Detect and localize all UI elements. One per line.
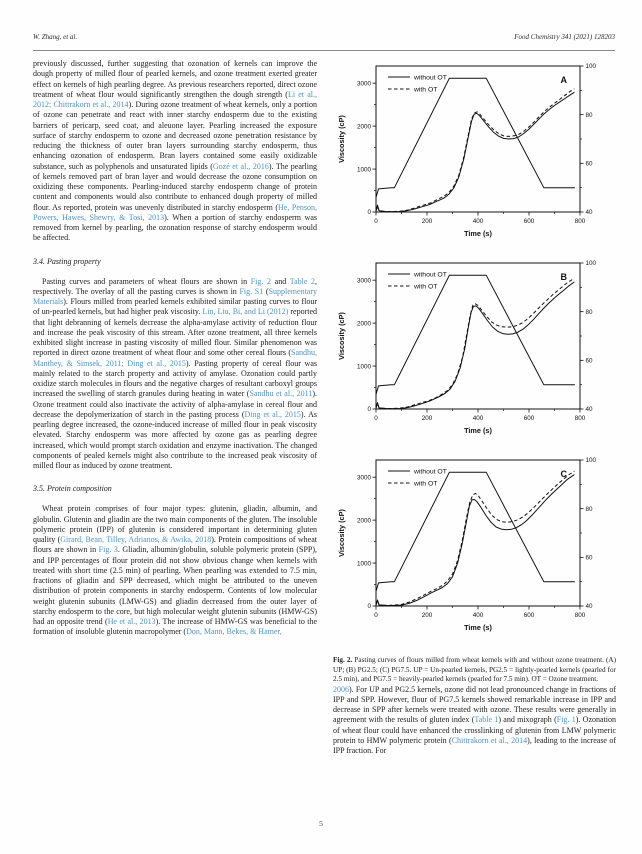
y-right-tick-label: 100 [585, 63, 597, 71]
page-header [33, 33, 615, 41]
series-temperature-profile [376, 78, 575, 197]
x-axis-title: Time (s) [464, 426, 492, 435]
citation-link[interactable]: Ding et al., 2015 [244, 409, 301, 419]
y-right-tick-label: 80 [585, 505, 593, 513]
y-right-tick-label: 100 [585, 457, 597, 465]
y-left-tick-label: 0 [367, 406, 371, 414]
x-tick-label: 400 [472, 415, 484, 422]
y-left-tick-label: 2000 [356, 320, 371, 328]
text-run: ). Protein compositions of wheat flours are shown in [33, 535, 317, 555]
x-tick-label: 600 [523, 218, 535, 225]
panel-label: C [560, 469, 567, 479]
text-run: ). Ozone treatment could also inactivate the activity of alpha-amylase in cereal flour and decrease the depolymerization of starch in the pasting process ( [33, 389, 317, 419]
citation-link[interactable]: Gozé et al., 2016 [212, 161, 269, 171]
text-run: previously discussed, further suggesting that ozonation of kernels can improve the dough property of milled flour of pearled kernels, and ozone treatment exerted greater effect on kernels of high pearling degree. As previous researchers reported, direct ozone treatment of wheat flour would significantly strengthen the dough strength ( [33, 59, 317, 99]
text-run: ). The pearling of kernels removed part of bran layer and would decrease the ozone consumption on oxidizing these components. Pearling-induced starchy endosperm change of protein content and components would also contribute to enhanced dough property of milled flour. As reported, protein was unevenly distributed in starchy endosperm ( [33, 161, 317, 212]
y-right-tick-label: 40 [585, 603, 593, 611]
y-left-tick-label: 1000 [356, 166, 371, 174]
citation-link[interactable]: Fig. S1 [239, 286, 264, 296]
chart-svg-C [333, 453, 616, 650]
text-run: Pasting curves of flours milled from wheat kernels with and without ozone treatment. (A) UP; (B) PG2.5; (C) PG7.5. UP = Un-pearled kernels, PG2.5 = lightly-pearled kernels (pearled for 2.5 min), and PG7.5 = heavily-pearled kernels (pearled for 7.5 min). OT = Ozone treatment. [333, 656, 616, 683]
text-run: Pasting curves and parameters of wheat flours are shown in [42, 276, 251, 286]
x-tick-label: 0 [374, 415, 378, 422]
text-run: ). Flours milled from pearled kernels exhibited similar pasting curves to flour of un-pearled kernels, but had higher peak viscosity. [33, 297, 317, 317]
running-authors: W. Zhang, et al. [33, 33, 78, 41]
y-left-tick-label: 3000 [356, 80, 371, 88]
y-axis-title: Viscosity (cP) [337, 312, 346, 360]
x-axis-title: Time (s) [464, 229, 492, 238]
legend-label: with OT [414, 283, 438, 291]
citation-link[interactable]: 2006 [333, 684, 349, 694]
y-right-tick-label: 40 [585, 209, 593, 217]
pasting-chart-A [333, 59, 616, 256]
text-run: ). The increase of HMW-GS was beneficial to the formation of insoluble glutenin macropolymer ( [33, 617, 318, 637]
left-column [33, 59, 317, 756]
y-right-tick-label: 60 [585, 554, 593, 562]
y-left-tick-label: 0 [367, 603, 371, 611]
pasting-chart-C [333, 453, 616, 650]
x-tick-label: 200 [421, 612, 433, 619]
y-left-tick-label: 2000 [356, 123, 371, 131]
two-column-content [33, 59, 616, 756]
series-with-OT [376, 89, 574, 212]
text-run: ) and mixograph ( [498, 715, 557, 725]
series-with-OT [376, 279, 574, 409]
citation-link[interactable]: Table 1 [474, 715, 499, 725]
plot-frame [376, 263, 580, 409]
citation-link[interactable]: Fig. 3 [98, 545, 118, 555]
x-tick-label: 0 [374, 612, 378, 619]
text-run: ). As pearling degree increased, the ozone-induced increase of milled flour in peak viscosity elevated. Starchy endosperm was more affected by ozone gas as pearling degree increased, which would prompt starch oxidation and enzyme inactivation. The changed components of pealed kernels might also contribute to the increased peak viscosity of milled flour as induced by ozone treatment. [33, 409, 317, 470]
citation-link[interactable]: Table 2 [289, 276, 316, 286]
plot-frame [376, 66, 580, 212]
paragraph-discussion [33, 59, 317, 244]
y-right-tick-label: 60 [585, 160, 593, 168]
y-right-tick-label: 40 [585, 406, 593, 414]
pasting-chart-B [333, 256, 616, 453]
series-with-OT [376, 471, 574, 605]
y-right-tick-label: 80 [585, 308, 593, 316]
citation-link[interactable]: He, Penson, Powers, Hawes, Shewry, & Tosi, 2013 [33, 202, 317, 222]
header-rule [33, 50, 615, 51]
text-run: ( [263, 286, 269, 296]
x-tick-label: 800 [574, 415, 586, 422]
chart-svg-A [333, 59, 616, 256]
citation-link[interactable]: Supplementary Materials [33, 286, 318, 306]
legend-label: without OT [414, 271, 447, 279]
text-run: ). When a portion of starchy endosperm was removed from kernel by pearling, the ozonation response of starchy endosperm would be affected. [33, 212, 317, 243]
y-left-tick-label: 1000 [356, 363, 371, 371]
paragraph-protein-continued [333, 685, 616, 757]
x-tick-label: 400 [472, 612, 484, 619]
y-left-tick-label: 0 [367, 209, 371, 217]
series-temperature-profile [376, 472, 575, 591]
citation-link[interactable]: Lin, Liu, Bi, and Li (2012) [202, 307, 289, 317]
x-tick-label: 600 [523, 612, 535, 619]
x-tick-label: 800 [574, 218, 586, 225]
x-tick-label: 800 [574, 612, 586, 619]
legend-label: with OT [414, 86, 438, 94]
citation-link[interactable]: Fig. 1 [556, 715, 576, 725]
x-tick-label: 600 [523, 415, 535, 422]
series-without-OT [376, 475, 574, 606]
text-run: ). During ozone treatment of wheat kernels, only a portion of ozone can penetrate and react with inner starchy endosperm due to the existing barriers of pericarp, seed coat, and aleuone layer. Pearling increased the exposure surface of starchy endosperm to ozone and decreased ozone penetration resistance by reducing the thickness of outer bran layers surrounding starchy endosperm, thus enhancing ozonation of endosperm. Bran layers contained some easily oxidizable substance, such as polyphenols and unsaturated lipids ( [33, 100, 317, 171]
text-run: ), leading to the increase of IPP fraction. For [333, 735, 616, 755]
citation-link[interactable]: Li et al., 2012; Chittrakorn et al., 2014 [33, 89, 317, 109]
section-heading-pasting-property: 3.4. Pasting property [33, 256, 101, 266]
citation-link[interactable]: He et al., 2013 [107, 617, 156, 626]
citation-link[interactable]: Sandhu et al., 2011 [249, 389, 313, 399]
panel-label: B [560, 272, 567, 282]
x-tick-label: 400 [472, 218, 484, 225]
panel-label: A [560, 75, 567, 85]
text-run: and [271, 276, 290, 286]
y-right-tick-label: 60 [585, 357, 593, 365]
legend-label: without OT [414, 468, 447, 476]
text-run: ). Ozonation of wheat flour could have enhanced the crosslinking of glutenin from LMW polymeric protein to HMW polymeric protein ( [333, 715, 617, 745]
y-left-tick-label: 3000 [356, 277, 371, 285]
legend-label: without OT [414, 74, 447, 82]
x-axis-title: Time (s) [464, 623, 492, 632]
page-number: 5 [319, 819, 323, 828]
citation-link[interactable]: Fig. 2 [250, 276, 272, 286]
y-left-tick-label: 1000 [356, 560, 371, 568]
chart-svg-B [333, 256, 616, 453]
y-left-tick-label: 3000 [356, 474, 371, 482]
x-tick-label: 0 [374, 218, 378, 225]
citation-link[interactable]: Don, Mann, Bekes, & Hamer, [186, 627, 282, 637]
series-without-OT [376, 282, 574, 409]
x-tick-label: 200 [421, 415, 433, 422]
text-run: ). Pasting property of cereal flour was mainly related to the starch property and activity of amylase. Ozonation could partly oxidize starch molecules in flours and the negative charges of resultant carboxyl groups increased the swelling of starch granules during heating in water ( [33, 358, 317, 399]
citation-link[interactable]: Sandhu, Manthey, & Simsek, 2011; Ding et al., 2015 [33, 348, 317, 368]
y-axis-title: Viscosity (cP) [337, 115, 346, 163]
paragraph-pasting-property [33, 277, 317, 472]
text-run: , respectively. The overlay of all the pasting curves is shown in [33, 276, 318, 296]
text-run: . Gliadin, albumin/globulin, soluble polymeric protein (SPP), and IPP percentages of flour protein did not show obvious change when kernels with treated with short time (2.5 min) of pearling. When pearling was extended to 7.5 min, fractions of gliadin and SPP decreased, which might be attributed to the uneven distribution of protein components in starchy endosperm. Contents of low molecular weight glutenin subunits (LMW-GS) and gliadin decreased from the outer layer of starchy endosperm to the core, but high molecular weight glutenin subunits (HMW-GS) had an opposite trend ( [33, 545, 318, 626]
text-run: Wheat protein comprises of four major types: glutenin, gliadin, albumin, and globulin. Glutenin and gliadin are the two main components of the gluten. The insoluble polymeric protein (IPP) of glutenin is considered important in determining gluten quality ( [33, 504, 317, 544]
paragraph-protein-composition [33, 504, 317, 637]
legend-label: with OT [414, 480, 438, 488]
section-heading-protein-composition: 3.5. Protein composition [33, 484, 112, 494]
series-temperature-profile [376, 275, 575, 394]
right-column [333, 59, 616, 756]
y-right-tick-label: 80 [585, 111, 593, 119]
x-tick-label: 200 [421, 218, 433, 225]
plot-frame [376, 460, 580, 606]
journal-reference: Food Chemistry 341 (2021) 128203 [514, 33, 615, 41]
citation-link[interactable]: Chittrakorn et al., 2014 [451, 735, 528, 745]
figure-2-caption [333, 656, 616, 685]
series-without-OT [376, 92, 574, 211]
text-run: ). For UP and PG2.5 kernels, ozone did not lead pronounced change in fractions of IPP and SPP. However, flour of PG7.5 kernels showed remarkable increase in IPP and decrease in SPP after kernels were treated with ozone. These results were generally in agreement with the results of gluten index ( [333, 684, 616, 725]
y-left-tick-label: 2000 [356, 517, 371, 525]
citation-link[interactable]: Girard, Bean, Tilley, Adrianos, & Awika, 2018 [60, 535, 212, 544]
y-right-tick-label: 100 [585, 260, 597, 268]
text-run: reported that light debranning of kernels decrease the alpha-amylase activity of reduction flour and increase the peak viscosity of this stream. After ozone treatment, all three kernels exhibited slight increase in pasting viscosity of milled flour. Similar phenomenon was reported in direct ozone treatment of wheat flour and some other cereal flours ( [33, 307, 318, 358]
text-run: Fig. 2. [333, 656, 353, 664]
y-axis-title: Viscosity (cP) [337, 509, 346, 557]
